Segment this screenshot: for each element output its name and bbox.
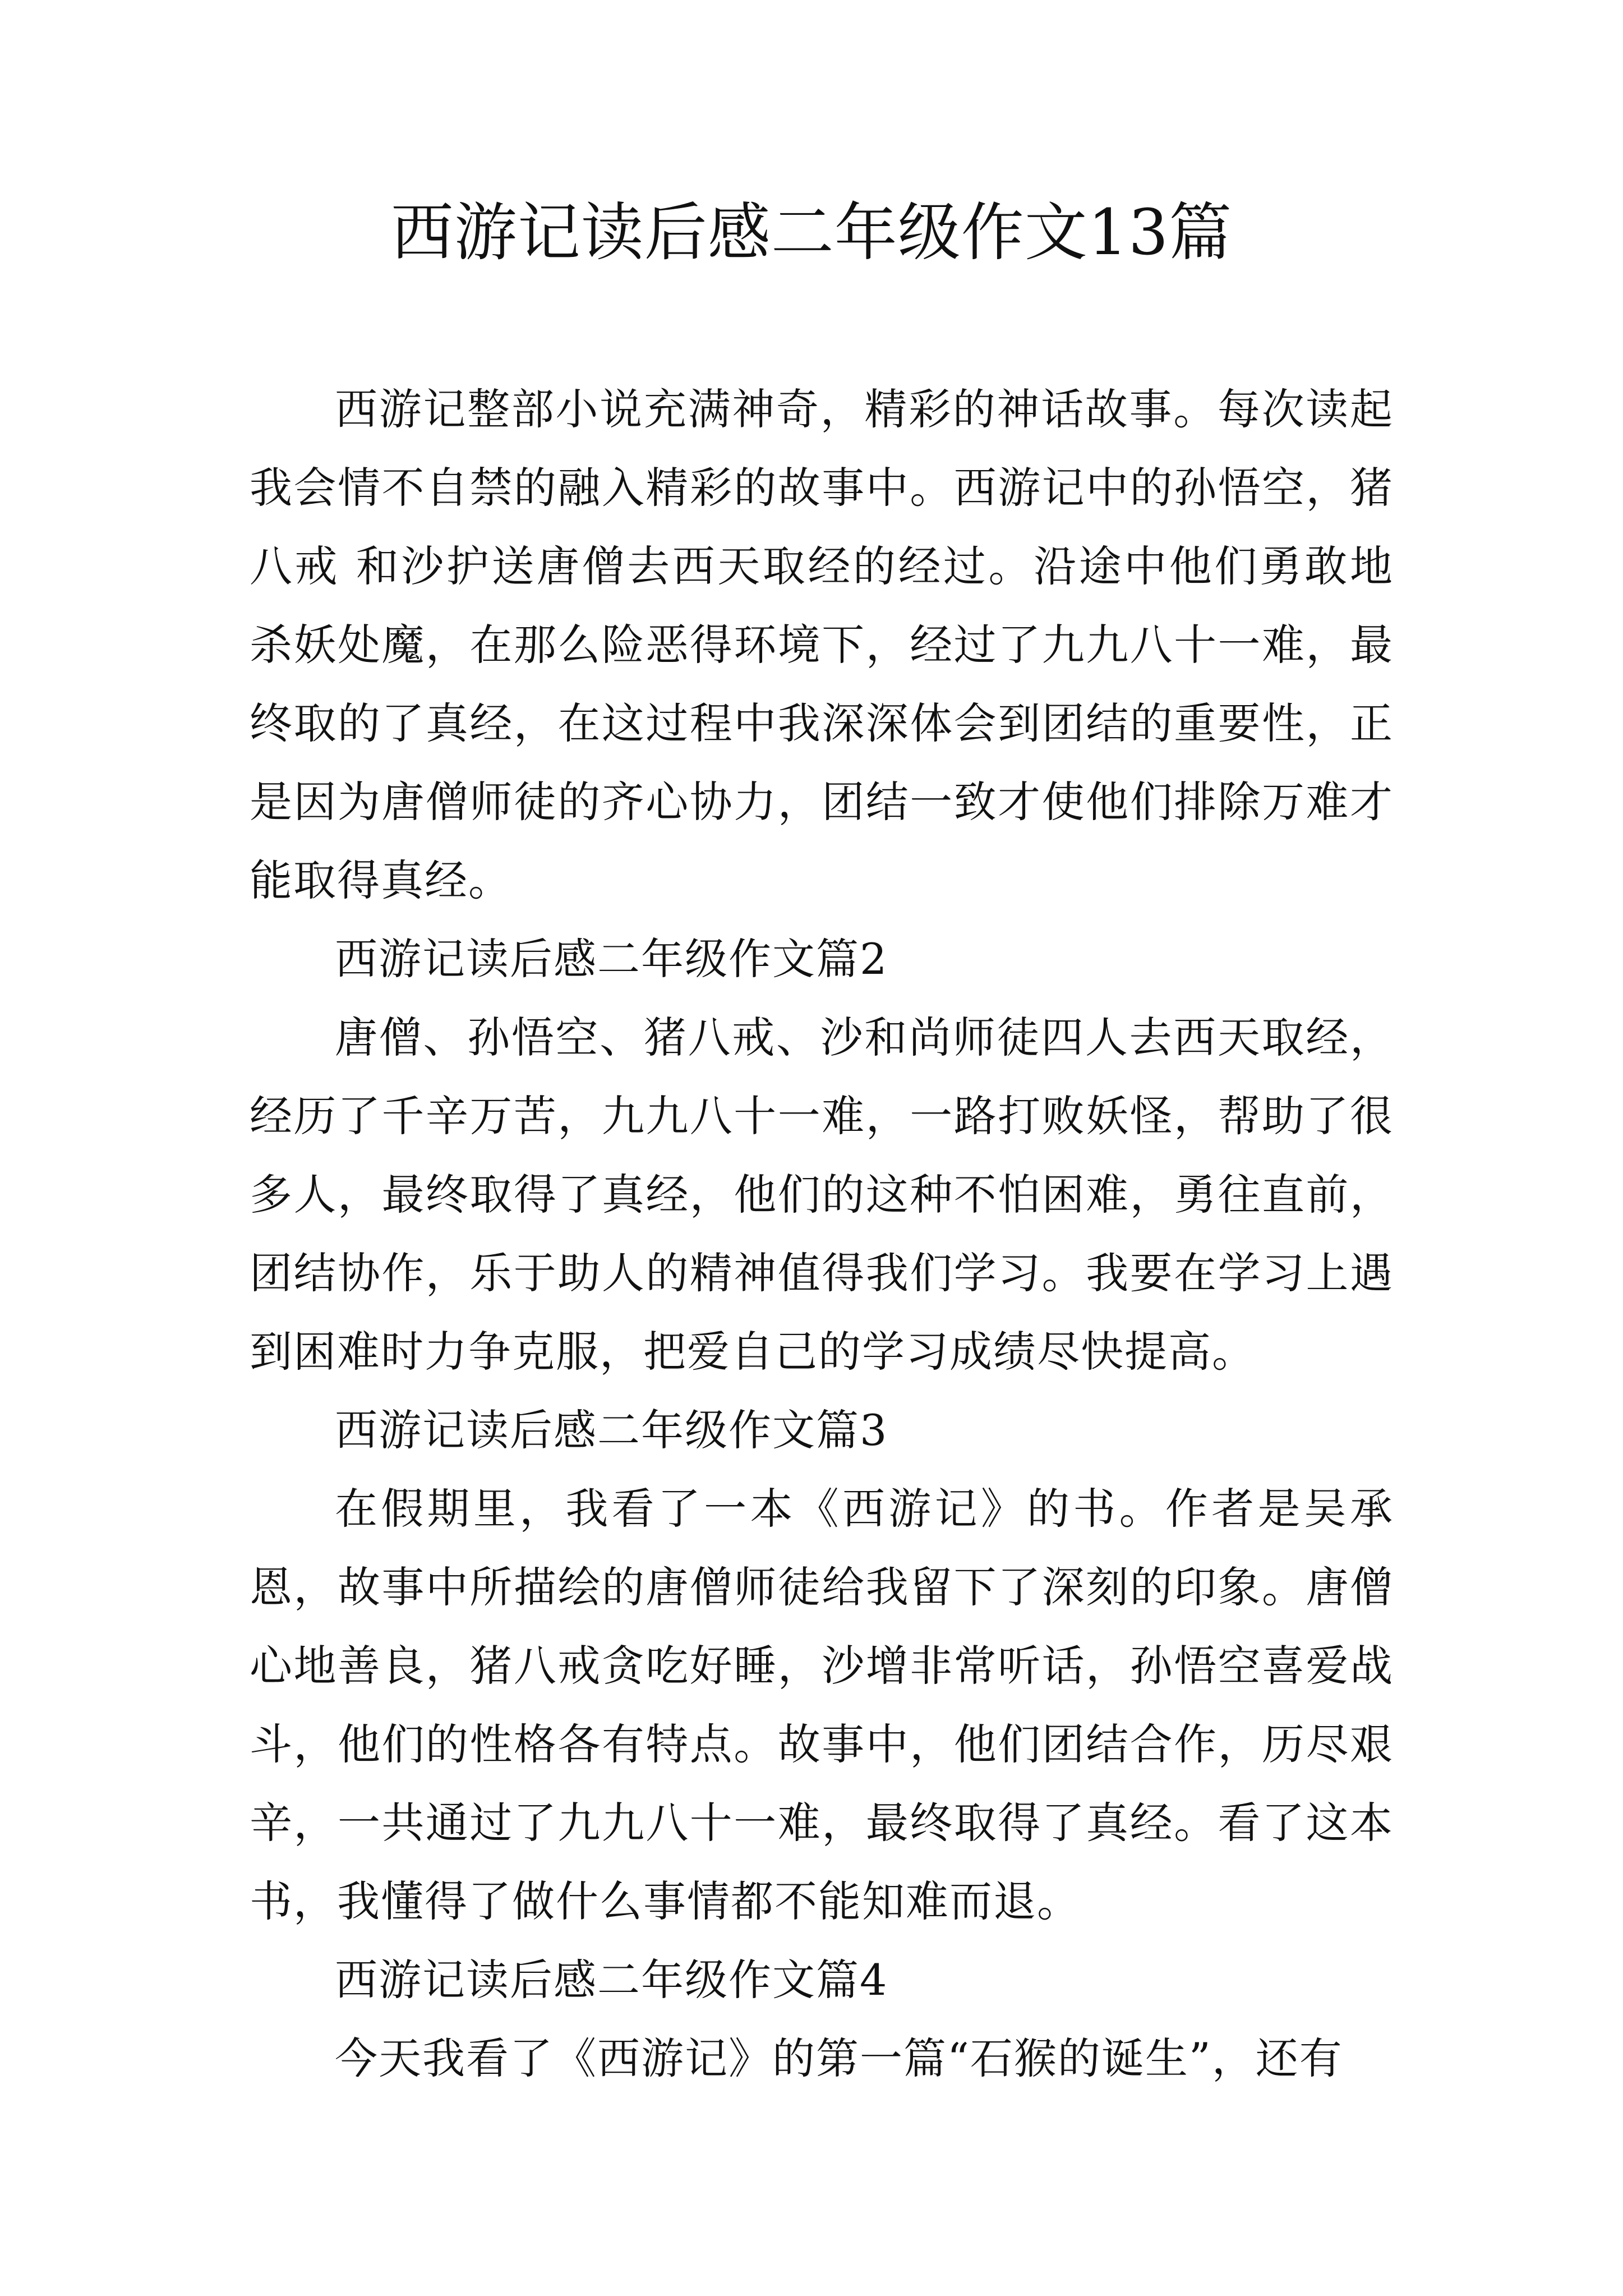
section-heading-2: 西游记读后感二年级作文篇2	[335, 934, 888, 984]
section-heading-4: 西游记读后感二年级作文篇4	[335, 1955, 888, 2005]
section-heading-3: 西游记读后感二年级作文篇3	[335, 1405, 888, 1455]
paragraph-4: 今天我看了《西游记》的第一篇“石猴的诞生”，还有	[335, 2033, 1343, 2083]
paragraph-1: 西游记整部小说充满神奇，精彩的神话故事。每次读起我会情不自禁的融入精彩的故事中。西游记中的孙悟空，猪八戒 和沙护送唐僧去西天取经的经过。沿途中他们勇敢地杀妖处魔，在那么险恶得环境下，经过了九九八十一难，最终取的了真经，在这过程中我深深体会到团结的重要性，正是因为唐僧师徒的齐心协力，团结一致才使他们排除万难才能取得真经。	[250, 384, 1394, 905]
document-body	[250, 370, 1394, 2098]
document-title: 西游记读后感二年级作文13篇	[390, 196, 1233, 269]
paragraph-3: 在假期里，我看了一本《西游记》的书。作者是吴承恩，故事中所描绘的唐僧师徒给我留下了深刻的印象。唐僧心地善良，猪八戒贪吃好睡，沙增非常听话，孙悟空喜爱战斗，他们的性格各有特点。故事中，他们团结合作，历尽艰辛，一共通过了九九八十一难，最终取得了真经。看了这本书，我懂得了做什么事情都不能知难而退。	[250, 1484, 1394, 1926]
paragraph-2: 唐僧、孙悟空、猪八戒、沙和尚师徒四人去西天取经，经历了千辛万苦，九九八十一难，一路打败妖怪，帮助了很多人，最终取得了真经，他们的这种不怕困难，勇往直前，团结协作，乐于助人的精神值得我们学习。我要在学习上遇到困难时力争克服，把爱自己的学习成绩尽快提高。	[250, 1013, 1394, 1377]
